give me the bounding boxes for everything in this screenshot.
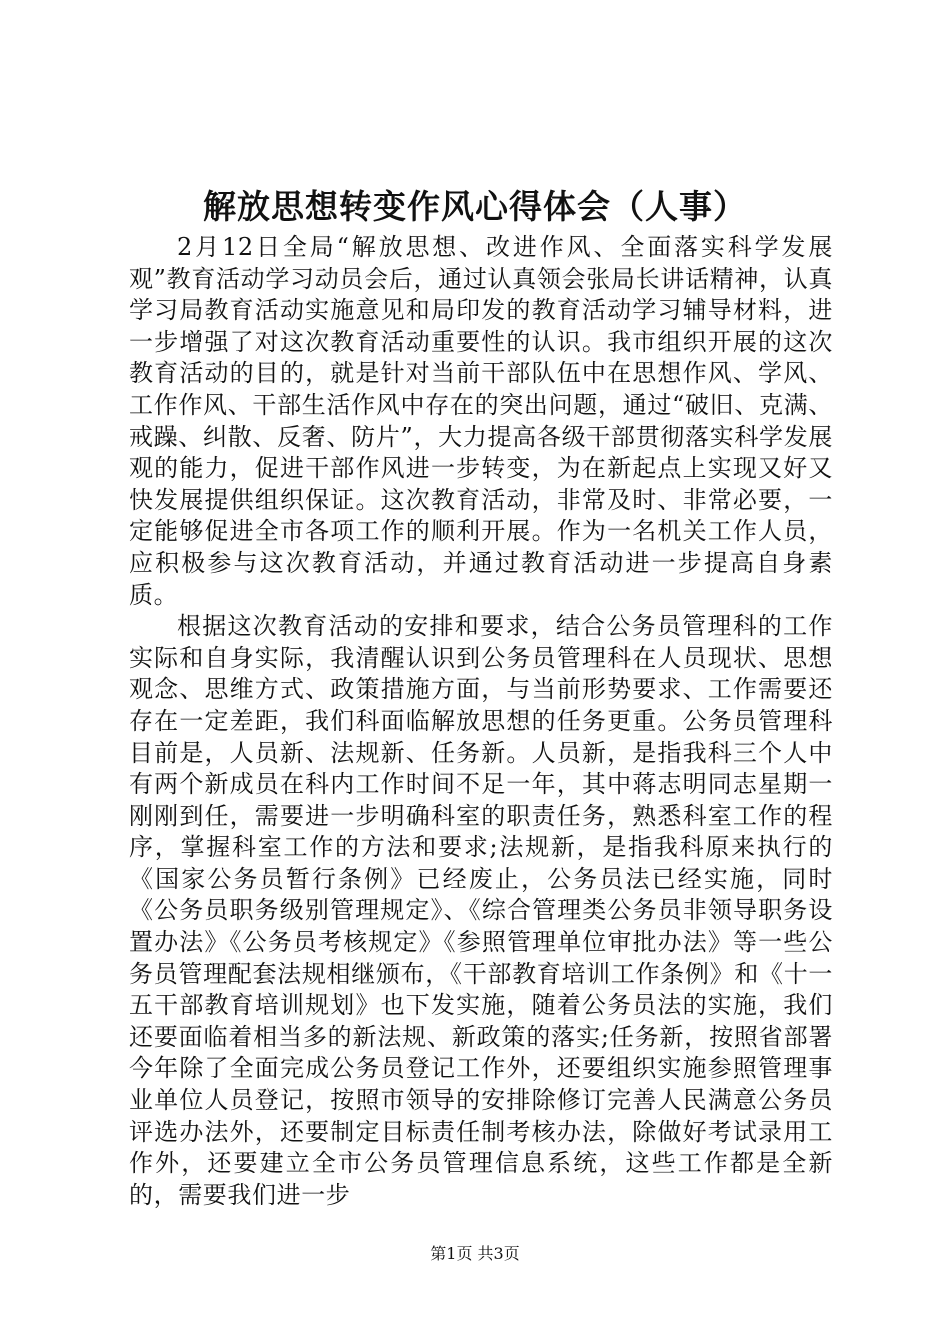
document-body	[129, 232, 833, 1211]
paragraph-1: 2月12日全局“解放思想、改进作风、全面落实科学发展观”教育活动学习动员会后，通过认真领会张局长讲话精神，认真学习局教育活动实施意见和局印发的教育活动学习辅导材料，进一步增强了对这次教育活动重要性的认识。我市组织开展的这次教育活动的目的，就是针对当前干部队伍中在思想作风、学风、工作作风、干部生活作风中存在的突出问题，通过“破旧、克满、戒躁、纠散、反奢、防片”，大力提高各级干部贯彻落实科学发展观的能力，促进干部作风进一步转变，为在新起点上实现又好又快发展提供组织保证。这次教育活动，非常及时、非常必要，一定能够促进全市各项工作的顺利开展。作为一名机关工作人员，应积极参与这次教育活动，并通过教育活动进一步提高自身素质。	[129, 233, 833, 609]
document-title: 解放思想转变作风心得体会（人事）	[203, 187, 747, 226]
page-number-footer: 第1页 共3页	[430, 1244, 520, 1263]
paragraph-2: 根据这次教育活动的安排和要求，结合公务员管理科的工作实际和自身实际，我清醒认识到公务员管理科在人员现状、思想观念、思维方式、政策措施方面，与当前形势要求、工作需要还存在一定差距，我们科面临解放思想的任务更重。公务员管理科目前是，人员新、法规新、任务新。人员新，是指我科三个人中有两个新成员在科内工作时间不足一年，其中蒋志明同志星期一刚刚到任，需要进一步明确科室的职责任务，熟悉科室工作的程序，掌握科室工作的方法和要求;法规新，是指我科原来执行的《国家公务员暂行条例》已经废止，公务员法已经实施，同时《公务员职务级别管理规定》、《综合管理类公务员非领导职务设置办法》《公务员考核规定》《参照管理单位审批办法》等一些公务员管理配套法规相继颁布，《干部教育培训工作条例》和《十一五干部教育培训规划》也下发实施，随着公务员法的实施，我们还要面临着相当多的新法规、新政策的落实;任务新，按照省部署今年除了全面完成公务员登记工作外，还要组织实施参照管理事业单位人员登记，按照市领导的安排除修订完善人民满意公务员评选办法外，还要制定目标责任制考核办法，除做好考试录用工作外，还要建立全市公务员管理信息系统，这些工作都是全新的，需要我们进一步	[129, 612, 833, 1209]
